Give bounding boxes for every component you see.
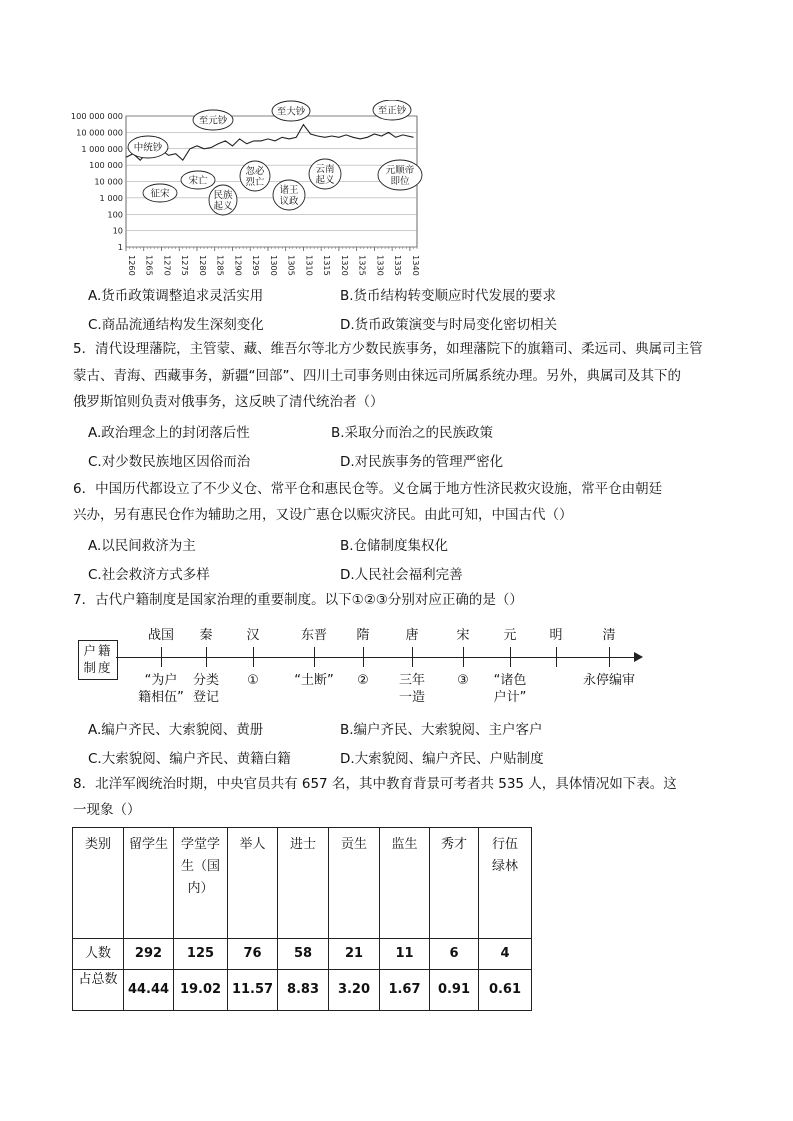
timeline-dynasty: 战国 [147, 628, 174, 643]
timeline-event: 三年 一造 [398, 673, 425, 705]
table-cell: 58 [278, 939, 329, 970]
q7-stem: 7．古代户籍制度是国家治理的重要制度。以下①②③分别对应正确的是（） [73, 592, 523, 608]
chart-y-tick-label: 10 000 [94, 176, 123, 187]
chart-y-tick-label: 1 000 [99, 192, 123, 203]
table-header-cell: 行伍绿林 [479, 828, 532, 939]
chart-annotation-label: 征宋 [150, 188, 170, 200]
chart-annotation-label: 忽必烈亡 [245, 166, 265, 188]
chart-annotation-label: 中统钞 [133, 142, 163, 154]
table-cell: 占总数 [73, 970, 124, 1011]
chart-annotation [181, 171, 215, 189]
timeline-tick [609, 647, 610, 667]
chart-annotation [272, 101, 310, 121]
education-table [72, 827, 532, 1011]
timeline-tick [463, 647, 464, 667]
q5-stem-line-3: 俄罗斯馆则负责对俄事务，这反映了清代统治者（） [73, 394, 384, 410]
timeline-tick [206, 647, 207, 667]
chart-x-tick-label: 1320 [339, 255, 350, 276]
chart-annotation-label: 至大钞 [276, 106, 306, 118]
table-header-cell: 举人 [228, 828, 278, 939]
chart-annotation-label: 至正钞 [377, 105, 407, 117]
q5-option-d[interactable]: D.对民族事务的管理严密化 [340, 454, 504, 470]
chart-gridlines [126, 116, 417, 247]
table-header-cell: 监生 [380, 828, 430, 939]
q8-stem-line-2: 一现象（） [73, 802, 141, 818]
q7-option-a[interactable]: A.编户齐民、大索貌阅、黄册 [88, 722, 264, 738]
chart-y-tick-label: 1 [117, 242, 123, 252]
chart-x-tick-label: 1260 [127, 255, 137, 276]
household-timeline [72, 620, 652, 710]
chart-y-tick-label: 10 000 000 [76, 127, 123, 138]
chart-y-tick-label: 1 000 000 [81, 143, 123, 154]
q6-option-b[interactable]: B.仓储制度集权化 [340, 538, 449, 554]
chart-x-tick-label: 1335 [393, 255, 404, 276]
chart-y-tick-label: 100 000 [89, 160, 123, 171]
q4-option-c[interactable]: C.商品流通结构发生深刻变化 [88, 317, 264, 333]
chart-annotation [209, 185, 237, 215]
timeline-tick [363, 647, 364, 667]
chart-annotation-label: 云南起义 [315, 164, 335, 186]
chart-x-tick-label: 1265 [144, 255, 155, 276]
table-row [73, 970, 532, 1011]
q4-option-a[interactable]: A.货币政策调整追求灵活实用 [88, 288, 264, 304]
chart-x-tick-label: 1275 [180, 255, 191, 276]
q5-option-a[interactable]: A.政治理念上的封闭落后性 [88, 425, 250, 441]
chart-annotation-label: 宋亡 [188, 175, 208, 187]
chart-annotation [128, 136, 168, 158]
q4-option-d[interactable]: D.货币政策演变与时局变化密切相关 [340, 317, 558, 333]
table-cell: 人数 [73, 939, 124, 970]
table-cell: 21 [329, 939, 380, 970]
table-header-cell: 学堂学生（国内） [174, 828, 228, 939]
table-header-cell: 类别 [73, 828, 124, 939]
q6-option-c[interactable]: C.社会救济方式多样 [88, 567, 210, 583]
chart-series-line [126, 125, 414, 161]
timeline-tick [253, 647, 254, 667]
q6-stem-line-1: 6．中国历代都设立了不少义仓、常平仓和惠民仓等。义仓属于地方性济民救灾设施，常平仓由朝廷 [73, 481, 663, 497]
table-cell: 76 [228, 939, 278, 970]
chart-y-tick-label: 10 [112, 225, 123, 236]
table-header-row [73, 828, 532, 939]
timeline-event: ① [247, 673, 259, 688]
timeline-event: “土断” [294, 673, 334, 688]
chart-x-tick-label: 1330 [375, 255, 386, 276]
q5-stem-line-2: 蒙古、青海、西藏事务，新疆“回部”、四川土司事务则由徕远司所属系统办理。另外，典属司及其下的 [73, 368, 681, 384]
timeline-tick [556, 647, 557, 667]
timeline-event: 分类 登记 [192, 673, 219, 705]
q7-option-b[interactable]: B.编户齐民、大索貌阅、主户客户 [340, 722, 543, 738]
table-cell: 125 [174, 939, 228, 970]
chart-annotation-label: 诸王议政 [279, 185, 299, 207]
q8-stem-line-1: 8．北洋军阀统治时期，中央官员共有 657 名，其中教育背景可考者共 535 人，具体情况如下表。这 [73, 776, 677, 792]
paper-money-chart [70, 100, 430, 280]
chart-x-tick-label: 1290 [233, 255, 244, 276]
timeline-tick [510, 647, 511, 667]
timeline-event: “为户 籍相伍” [138, 673, 184, 705]
table-header-cell: 贡生 [329, 828, 380, 939]
table-header-cell: 秀才 [430, 828, 479, 939]
timeline-dynasty: 秦 [199, 628, 213, 643]
chart-annotation [373, 100, 411, 120]
chart-annotation [309, 159, 341, 189]
timeline-event: ③ [457, 673, 469, 688]
timeline-dynasty: 东晋 [300, 628, 327, 643]
table-cell: 0.61 [479, 970, 532, 1011]
table-row [73, 939, 532, 970]
chart-annotation [378, 160, 422, 190]
chart-y-tick-label: 100 000 000 [70, 111, 123, 121]
q6-option-a[interactable]: A.以民间救济为主 [88, 538, 196, 554]
q4-option-b[interactable]: B.货币结构转变顺应时代发展的要求 [340, 288, 557, 304]
timeline-label-box: 户籍制度 [78, 640, 118, 680]
table-cell: 0.91 [430, 970, 479, 1011]
q7-option-d[interactable]: D.大索貌阅、编户齐民、户贴制度 [340, 751, 544, 767]
table-cell: 44.44 [124, 970, 174, 1011]
chart-x-tick-label: 1310 [304, 255, 315, 276]
timeline-event: “诸色 户计” [493, 673, 527, 705]
chart-x-tick-label: 1285 [215, 255, 226, 276]
table-cell: 8.83 [278, 970, 329, 1011]
timeline-event: 永停编审 [582, 673, 635, 688]
timeline-dynasty: 汉 [246, 628, 260, 643]
table-cell: 3.20 [329, 970, 380, 1011]
chart-x-tick-label: 1305 [286, 255, 297, 276]
table-cell: 11 [380, 939, 430, 970]
timeline-dynasty: 唐 [405, 628, 419, 643]
chart-x-tick-label: 1295 [251, 255, 262, 276]
chart-annotation [193, 110, 233, 130]
timeline-tick [161, 647, 162, 667]
timeline-dynasty: 明 [549, 628, 563, 643]
table-header-cell: 留学生 [124, 828, 174, 939]
chart-x-tick-label: 1280 [197, 255, 208, 276]
chart-annotation [143, 184, 177, 202]
timeline-dynasty: 元 [503, 628, 517, 643]
q5-option-c[interactable]: C.对少数民族地区因俗而治 [88, 454, 251, 470]
chart-x-tick-label: 1340 [410, 255, 421, 276]
q5-option-b[interactable]: B.采取分而治之的民族政策 [331, 425, 494, 441]
q6-option-d[interactable]: D.人民社会福利完善 [340, 567, 463, 583]
timeline-dynasty: 宋 [456, 628, 470, 643]
chart-annotation-label: 元顺帝即位 [385, 165, 415, 187]
table-cell: 292 [124, 939, 174, 970]
chart-x-ticks [126, 247, 421, 276]
chart-annotation-label: 至元钞 [198, 115, 228, 127]
chart-x-tick-label: 1270 [162, 255, 173, 276]
table-cell: 4 [479, 939, 532, 970]
timeline-arrow-icon [634, 652, 643, 662]
table-cell: 19.02 [174, 970, 228, 1011]
chart-y-tick-label: 100 [107, 209, 123, 220]
timeline-event: ② [357, 673, 369, 688]
table-cell: 6 [430, 939, 479, 970]
chart-x-tick-label: 1315 [322, 255, 333, 276]
chart-annotation-label: 民族起义 [213, 190, 233, 212]
q5-stem-line-1: 5．清代设理藩院，主管蒙、藏、维吾尔等北方少数民族事务，如理藩院下的旗籍司、柔远司、典属司主管 [73, 341, 703, 357]
q6-stem-line-2: 兴办，另有惠民仓作为辅助之用，又设广惠仓以赈灾济民。由此可知，中国古代（） [73, 507, 573, 523]
chart-x-tick-label: 1300 [268, 255, 279, 276]
table-cell: 1.67 [380, 970, 430, 1011]
timeline-tick [412, 647, 413, 667]
table-header-cell: 进士 [278, 828, 329, 939]
chart-annotation [273, 180, 305, 210]
table-cell: 11.57 [228, 970, 278, 1011]
timeline-axis [116, 657, 638, 658]
timeline-dynasty: 隋 [356, 628, 370, 643]
timeline-dynasty: 清 [602, 628, 616, 643]
chart-y-ticks [71, 111, 123, 252]
timeline-tick [314, 647, 315, 667]
q7-option-c[interactable]: C.大索貌阅、编户齐民、黄籍白籍 [88, 751, 291, 767]
chart-annotation [240, 161, 270, 191]
chart-x-tick-label: 1325 [357, 255, 368, 276]
